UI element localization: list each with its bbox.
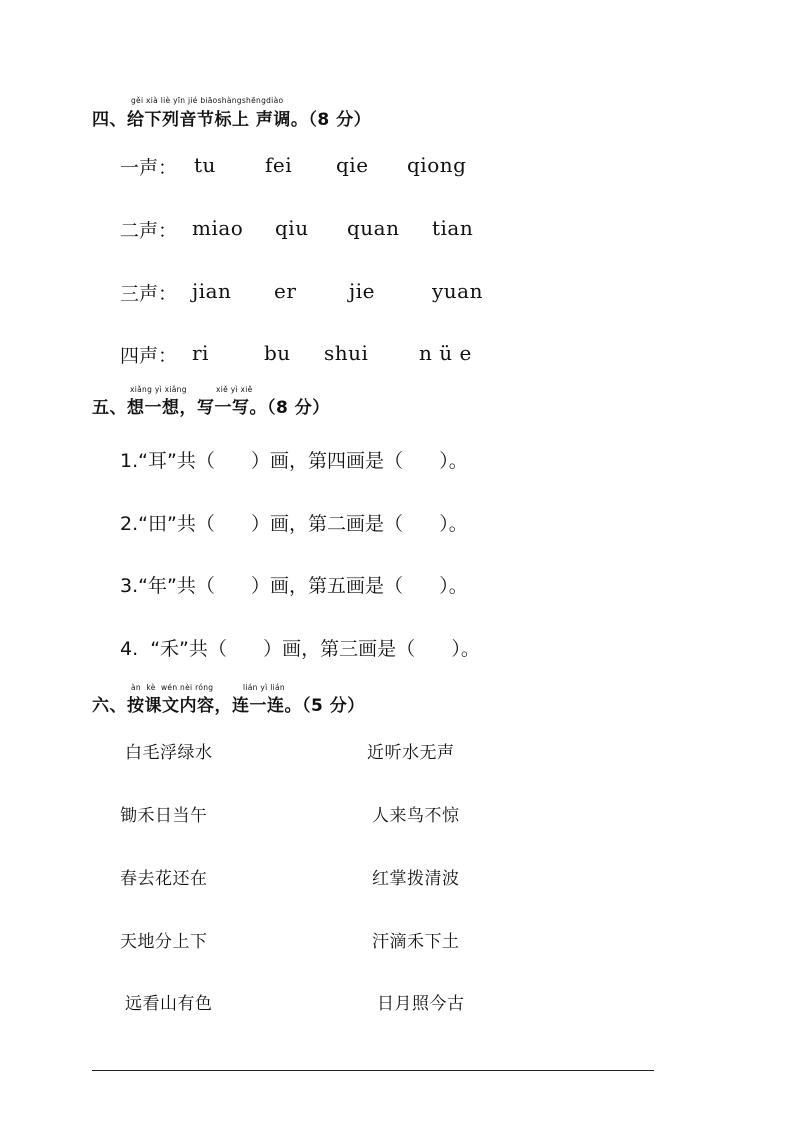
syllable: qiu bbox=[275, 216, 309, 240]
syllable: jie bbox=[349, 279, 375, 303]
stroke-question: 2.“田”共（ ）画，第二画是（ ）。 bbox=[120, 513, 468, 535]
syllable: qie bbox=[336, 153, 369, 177]
syllable: ri bbox=[192, 341, 209, 365]
section6-pinyin-2: lián yì lián bbox=[243, 683, 285, 692]
syllable: bu bbox=[264, 341, 291, 365]
section6-heading: 六、按课文内容，连一连。（5 分） bbox=[92, 696, 365, 716]
section5-pinyin-1: xiǎng yì xiǎng bbox=[130, 385, 187, 394]
syllable: tian bbox=[432, 216, 474, 240]
tone-label: 四声： bbox=[120, 345, 178, 367]
poem-line-left: 远看山有色 bbox=[125, 994, 213, 1014]
syllable: tu bbox=[194, 153, 216, 177]
section4-pinyin: gěi xià liè yīn jié biāoshàngshēngdiào bbox=[131, 96, 284, 105]
section4-heading: 四、给下列音节标上 声调。（8 分） bbox=[92, 110, 372, 130]
poem-line-left: 春去花还在 bbox=[120, 869, 208, 889]
poem-line-right: 日月照今古 bbox=[377, 994, 465, 1014]
tone-label: 一声： bbox=[120, 157, 178, 179]
poem-line-left: 天地分上下 bbox=[120, 932, 208, 952]
syllable: yuan bbox=[432, 279, 483, 303]
poem-line-right: 红掌拨清波 bbox=[372, 869, 460, 889]
tone-label: 二声： bbox=[120, 220, 178, 242]
syllable: qiong bbox=[407, 153, 467, 177]
syllable: er bbox=[274, 279, 297, 303]
syllable: shui bbox=[324, 341, 369, 365]
syllable: fei bbox=[265, 153, 293, 177]
syllable: jian bbox=[192, 279, 232, 303]
poem-line-left: 白毛浮绿水 bbox=[125, 743, 213, 763]
syllable: miao bbox=[192, 216, 244, 240]
poem-line-right: 汗滴禾下土 bbox=[372, 932, 460, 952]
section5-pinyin-2: xiě yì xiě bbox=[216, 385, 253, 394]
section5-heading: 五、想一想，写一写。（8 分） bbox=[92, 398, 330, 418]
bottom-divider bbox=[92, 1070, 654, 1071]
poem-line-left: 锄禾日当午 bbox=[120, 806, 208, 826]
poem-line-right: 人来鸟不惊 bbox=[372, 806, 460, 826]
section6-pinyin-1: àn kè wén nèi róng bbox=[131, 683, 214, 692]
stroke-question: 3.“年”共（ ）画，第五画是（ ）。 bbox=[120, 575, 468, 597]
stroke-question: 4. “禾”共（ ）画，第三画是（ ）。 bbox=[120, 638, 480, 660]
syllable: n ü e bbox=[419, 341, 472, 365]
poem-line-right: 近听水无声 bbox=[367, 743, 455, 763]
tone-label: 三声： bbox=[120, 283, 178, 305]
stroke-question: 1.“耳”共（ ）画，第四画是（ ）。 bbox=[120, 450, 468, 472]
syllable: quan bbox=[347, 216, 400, 240]
